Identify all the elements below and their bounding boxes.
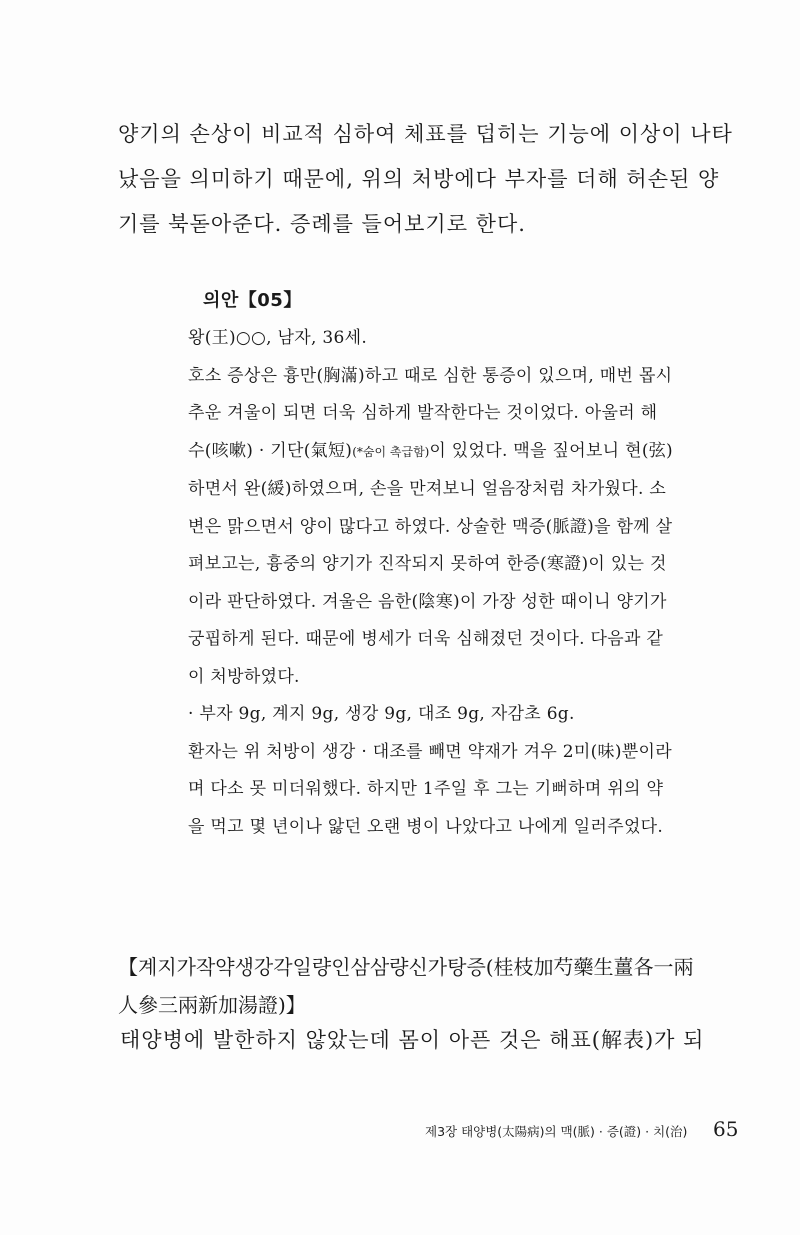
case-line: 변은 맑으면서 양이 많다고 하였다. 상술한 맥증(脈證)을 함께 살 (188, 516, 673, 537)
intro-line: 양기의 손상이 비교적 심하여 체표를 덥히는 기능에 이상이 나타 (118, 122, 733, 146)
page-number: 65 (713, 1117, 739, 1141)
section-title (118, 948, 748, 1024)
outcome-line: 며 다소 못 미더워했다. 하지만 1주일 후 그는 기뻐하며 위의 약 (188, 779, 664, 799)
intro-line: 났음을 의미하기 때문에, 위의 처방에다 부자를 더해 허손된 양 (118, 167, 720, 191)
outcome-line: 을 먹고 몇 년이나 앓던 오랜 병이 나았다고 나에게 일러주었다. (188, 816, 664, 837)
case-line: 궁핍하게 된다. 때문에 병세가 더욱 심해졌던 것이다. 다음과 같 (188, 629, 664, 649)
case-line: 이라 판단하였다. 겨울은 음한(陰寒)이 가장 성한 때이니 양기가 (188, 591, 667, 612)
case-line-part: 수(咳嗽) · 기단(氣短) (188, 440, 353, 461)
case-line: 이 처방하였다. (188, 666, 300, 687)
closing-paragraph (120, 1020, 704, 1060)
case-line (188, 433, 748, 472)
intro-paragraph (118, 112, 738, 247)
case-line-part: 이 있었다. 맥을 짚어보니 현(弦) (429, 440, 673, 461)
case-line: 펴보고는, 흉중의 양기가 진작되지 못하여 한증(寒證)이 있는 것 (188, 554, 667, 574)
section-title-line: 人參三兩新加湯證)】 (118, 993, 306, 1017)
case-line: 하면서 완(緩)하였으며, 손을 만져보니 얼음장처럼 차가웠다. 소 (188, 479, 667, 499)
prescription-line: · 부자 9g, 계지 9g, 생강 9g, 대조 9g, 자감초 6g. (188, 704, 575, 724)
case-record (188, 320, 748, 846)
outcome-line: 환자는 위 처방이 생강 · 대조를 빼면 약재가 겨우 2미(味)뿐이라 (188, 741, 672, 762)
section-title-line: 【계지가작약생강각일량인삼삼량신가탕증(桂枝加芍藥生薑各一兩 (118, 955, 694, 979)
case-patient: 왕(王)○○, 남자, 36세. (188, 328, 368, 348)
intro-line: 기를 북돋아준다. 증례를 들어보기로 한다. (118, 212, 526, 236)
closing-line: 태양병에 발한하지 않았는데 몸이 아픈 것은 해표(解表)가 되 (120, 1028, 705, 1052)
running-footer: 제3장 태양병(太陽病)의 맥(脈) · 증(證) · 치(治) (425, 1124, 688, 1139)
case-footnote: (*숨이 촉급함) (352, 444, 430, 459)
case-heading: 의안【05】 (203, 290, 302, 311)
case-line: 추운 겨울이 되면 더욱 심하게 발작한다는 것이었다. 아울러 해 (188, 403, 658, 423)
case-line: 호소 증상은 흉만(胸滿)하고 때로 심한 통증이 있으며, 매번 몹시 (188, 365, 673, 386)
